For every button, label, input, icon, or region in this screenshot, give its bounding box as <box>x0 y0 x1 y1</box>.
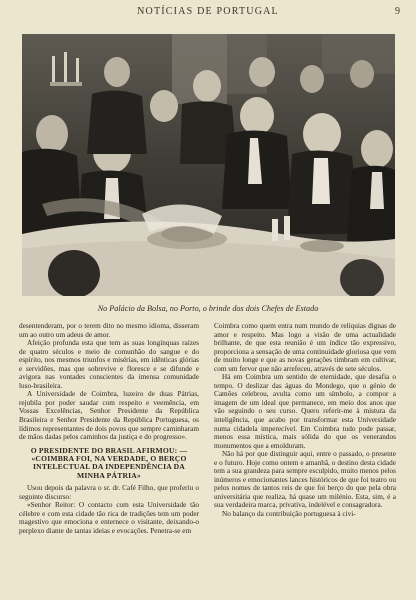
section-heading-line: «COIMBRA FOI, NA VERDADE, O BERÇO <box>31 454 187 464</box>
right-paragraph: Há em Coimbra um sentido de eternidade, que desafia o tempo. O deslizar das águas do Mondego, que o génio de Camões celebrou, avulta como um símbolo, a compor a imagem de um ideal que permanece, em meio dos anos que vão seguindo o seu curso. Quero referir-me à mistura da inteligência, que acabo por transformar esta Universidade numa cidadela imperecível. Em Coimbra tudo pode passar, menos essa mística, mais sólida do que os venerandos monumentos que a emolduram. <box>214 373 396 450</box>
left-column <box>19 322 199 536</box>
left-paragraph: A Universidade de Coimbra, luzeiro de duas Pátrias, rejubila por poder saudar com respeito e veemência, em Vossas Excelências, Senhor Presidente da República Brasileira e Senhor Presidente da República Portuguesa, os lídimos representantes de dois povos que sempre caminharam de mãos dadas pelos caminhos da justiça e do progresso». <box>19 390 199 442</box>
left-paragraph: «Senhor Reitor: O contacto com esta Universidade tão célebre e com esta cidade tão rica de tradições tem um poder magestivo que emociona e enternece o visitante, deixando-o perplexo diante de tantas ideias e evocações. Penetra-se em <box>19 501 199 536</box>
section-heading-line: INTELECTUAL DA INDEPENDÊNCIA DA <box>33 462 185 472</box>
left-paragraph: Usou depois da palavra o sr. dr. Café Filho, que proferiu o seguinte discurso: <box>19 484 199 501</box>
right-column <box>214 322 396 519</box>
section-heading-line: O PRESIDENTE DO BRASIL AFIRMOU: — <box>30 445 188 455</box>
running-title: NOTÍCIAS DE PORTUGAL <box>137 6 279 17</box>
right-paragraph: Coimbra como quem entra num mundo de relíquias dignas de amor e respeito. Mas logo a visão de uma actualidade brilhante, de que esta reunião é um índice tão expressivo, proporciona a sensação de uma continuidade gloriosa que vem de muito longe e que as novas gerações timbram em cultivar, com um fervor que não arrefeceu, através de sete séculos. <box>214 322 396 373</box>
left-paragraph: desentenderam, por o terem dito no mesmo idioma, disseram um ao outro um adeus de amor. <box>19 322 199 339</box>
banquet-photo-image <box>22 34 395 296</box>
banquet-photo <box>22 34 395 296</box>
left-paragraph: Afeição profunda esta que tem as suas longínquas raízes de quatro séculos e meio de comunhão do sangue e do espírito, nos mesmos triunfos e misérias, em idênticas glórias e servidões, mas que sobrevive e floresce e se difunde e avigora nas vontades conscientes da imensa comunidade luso-brasileira. <box>19 339 199 390</box>
section-heading-line: MINHA PÁTRIA» <box>77 470 141 480</box>
right-paragraph: Não há por que distinguir aqui, entre o passado, o presente e o futuro. Hoje como ontem e amanhã, o destino desta cidade tem a sua grandeza para sempre esculpido, muito menos pelos inúmeros e emocionantes lances históricos de que foi teatro ou pelos nomes de tantos reis de que foi berço do que pela obra universitária que realiza, há quase um milénio. Esta, sim, é a sua verdadeira marca, privativa, indelével e consagradora. <box>214 450 396 510</box>
section-heading <box>19 447 199 481</box>
photo-caption: No Palácio da Bolsa, no Porto, o brinde dos dois Chefes de Estado <box>97 304 319 313</box>
page-number: 9 <box>395 6 400 17</box>
right-paragraph: No balanço da contribuição portuguesa à civi- <box>222 510 356 519</box>
page-header <box>0 6 416 22</box>
